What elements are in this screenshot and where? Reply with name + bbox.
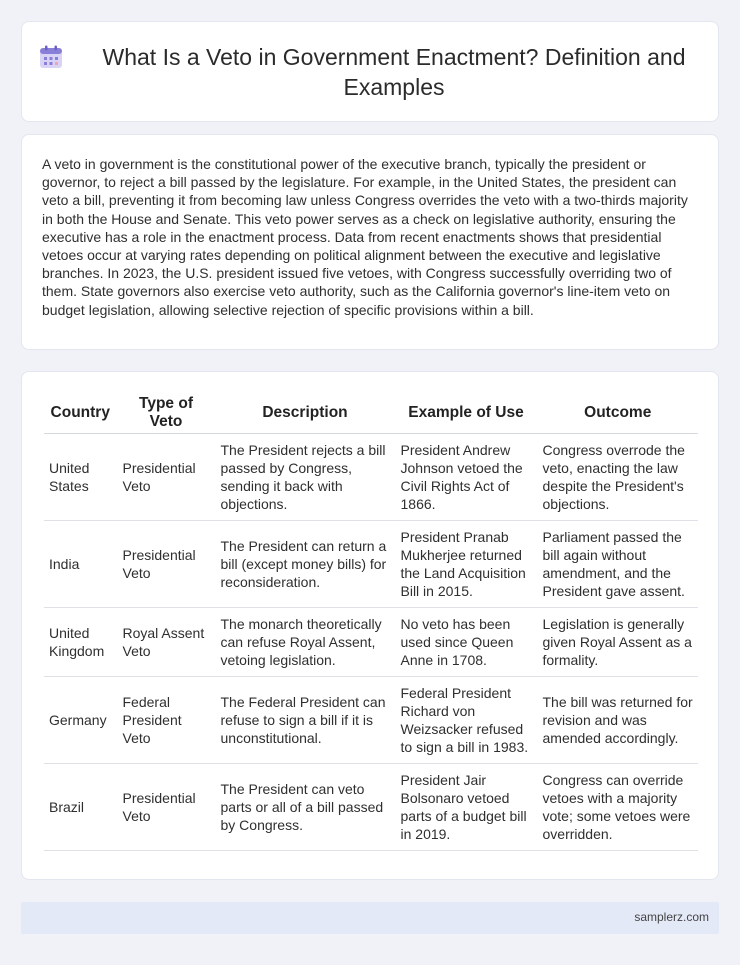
cell-description: The President rejects a bill passed by Congress, sending it back with objections. — [215, 434, 395, 521]
cell-type: Presidential Veto — [117, 764, 215, 851]
cell-type: Federal President Veto — [117, 677, 215, 764]
page-title: What Is a Veto in Government Enactment? Definition and Examples — [102, 43, 686, 100]
cell-type: Presidential Veto — [117, 521, 215, 608]
calendar-icon — [38, 44, 64, 70]
cell-country: Brazil — [44, 764, 117, 851]
cell-outcome: Congress can override vetoes with a majority vote; some vetoes were overridden. — [537, 764, 698, 851]
table-row — [44, 434, 698, 521]
cell-outcome: Parliament passed the bill again without amendment, and the President gave assent. — [537, 521, 698, 608]
table-row — [44, 521, 698, 608]
table-row — [44, 764, 698, 851]
title-wrap — [22, 22, 718, 121]
cell-country: United States — [44, 434, 117, 521]
header-example-of-use: Example of Use — [395, 394, 537, 434]
cell-description: The monarch theoretically can refuse Royal Assent, vetoing legislation. — [215, 608, 395, 677]
intro-paragraph: A veto in government is the constitutional power of the executive branch, typically the president or governor, to reject a bill passed by the legislature. For example, in the United States, the president can veto a bill, preventing it from becoming law unless Congress overrides the veto with a two-thirds majority in both the House and Senate. This veto power serves as a check on legislative authority, ensuring the executive has a role in the enactment process. Data from recent enactments shows that presidential vetoes occur at varying rates depending on political alignment between the executive and legislative branches. In 2023, the U.S. president issued five vetoes, with Congress successfully overriding two of them. State governors also exercise veto authority, such as the California governor's line-item veto on budget legislation, allowing selective rejection of specific provisions within a bill. — [42, 156, 688, 318]
header-outcome: Outcome — [537, 394, 698, 434]
cell-example: Federal President Richard von Weizsacker refused to sign a bill in 1983. — [395, 677, 537, 764]
header-country: Country — [44, 394, 117, 434]
table-header-row — [44, 394, 698, 434]
cell-outcome: The bill was returned for revision and was amended accordingly. — [537, 677, 698, 764]
cell-type: Royal Assent Veto — [117, 608, 215, 677]
cell-example: No veto has been used since Queen Anne in 1708. — [395, 608, 537, 677]
header-description: Description — [215, 394, 395, 434]
footer-site-link[interactable]: samplerz.com — [634, 910, 709, 924]
cell-example: President Jair Bolsonaro vetoed parts of a budget bill in 2019. — [395, 764, 537, 851]
cell-example: President Andrew Johnson vetoed the Civil Rights Act of 1866. — [395, 434, 537, 521]
footer-bar — [21, 902, 719, 934]
cell-country: Germany — [44, 677, 117, 764]
cell-example: President Pranab Mukherjee returned the Land Acquisition Bill in 2015. — [395, 521, 537, 608]
cell-description: The President can return a bill (except money bills) for reconsideration. — [215, 521, 395, 608]
cell-description: The Federal President can refuse to sign a bill if it is unconstitutional. — [215, 677, 395, 764]
cell-description: The President can veto parts or all of a bill passed by Congress. — [215, 764, 395, 851]
header-type-of-veto: Type of Veto — [117, 394, 215, 434]
table-row — [44, 677, 698, 764]
table-row — [44, 608, 698, 677]
intro-card — [21, 134, 719, 350]
title-card — [21, 21, 719, 122]
cell-type: Presidential Veto — [117, 434, 215, 521]
table-card — [21, 371, 719, 880]
cell-country: India — [44, 521, 117, 608]
cell-outcome: Legislation is generally given Royal Assent as a formality. — [537, 608, 698, 677]
cell-country: United Kingdom — [44, 608, 117, 677]
cell-outcome: Congress overrode the veto, enacting the law despite the President's objections. — [537, 434, 698, 521]
veto-table — [44, 394, 698, 851]
